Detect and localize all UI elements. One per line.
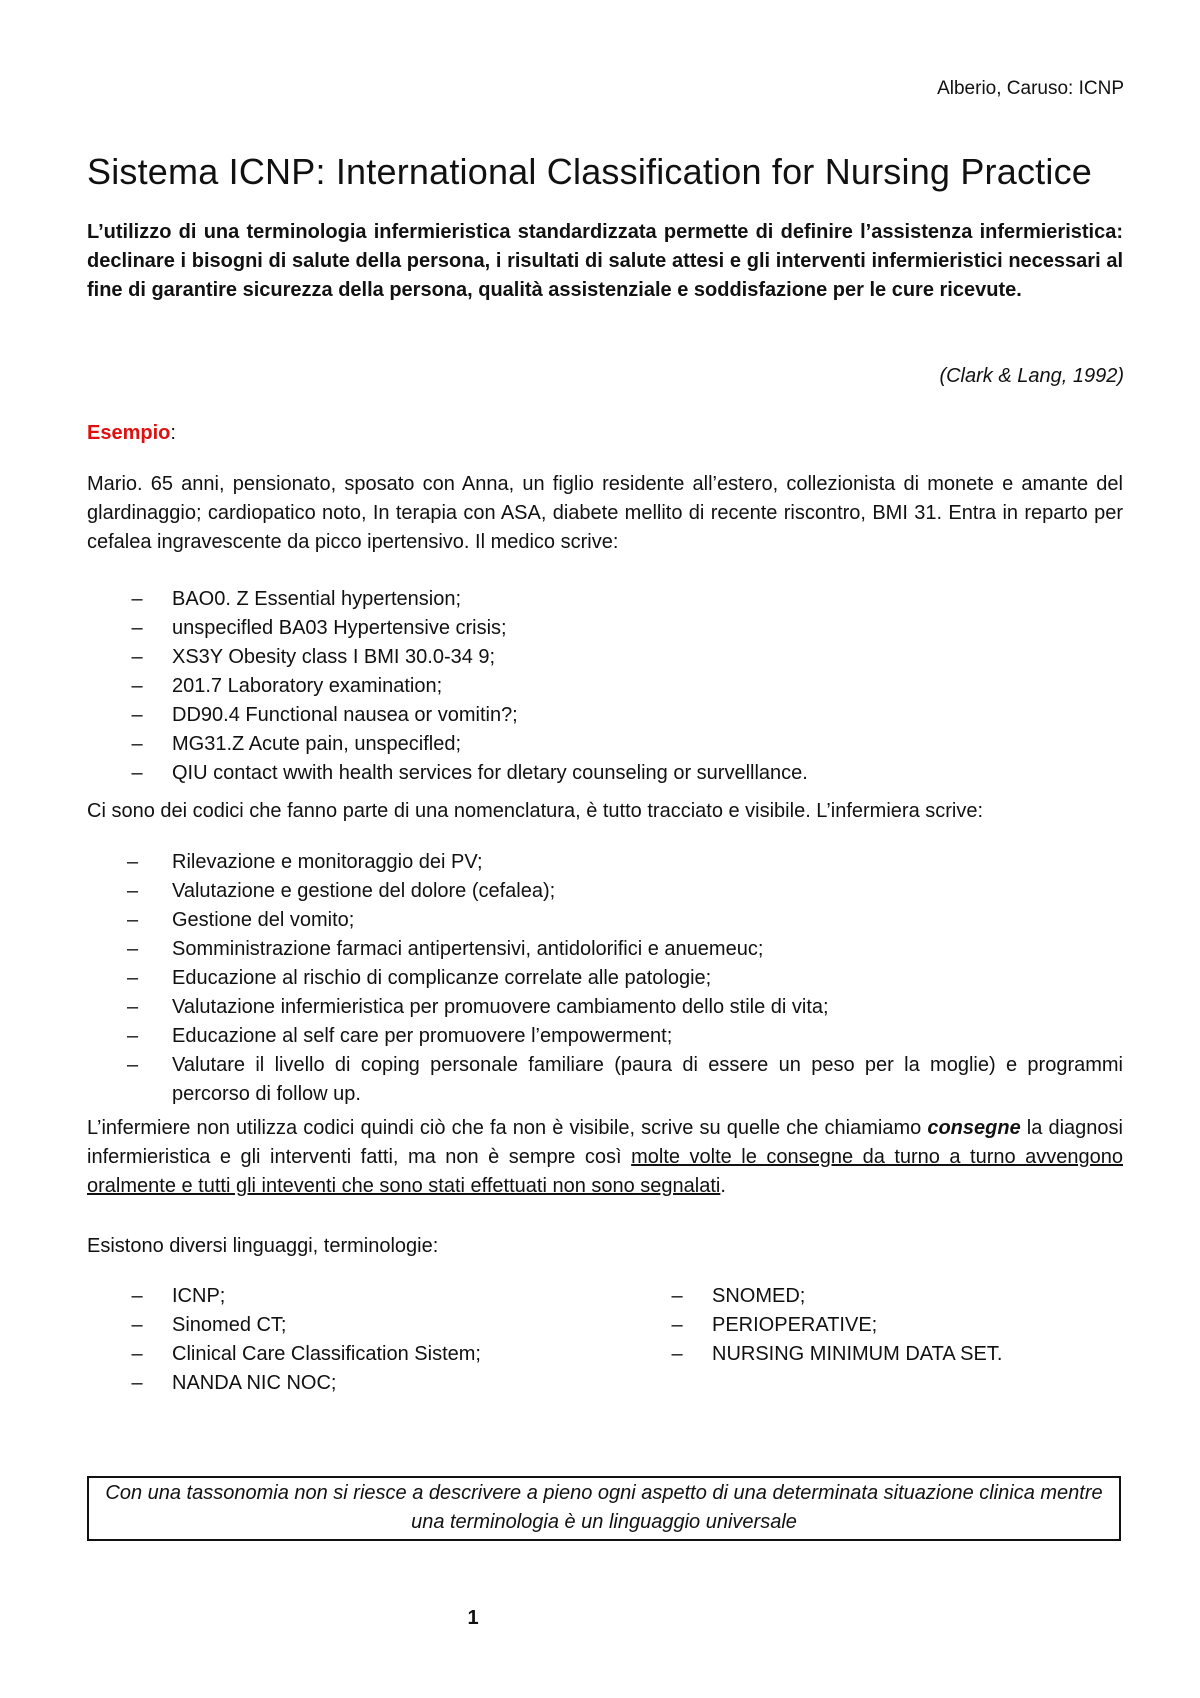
linguaggi-paragraph: Esistono diversi linguaggi, terminologie: [87,1235,439,1257]
dash-bullet: – [131,646,143,668]
dash-bullet: – [127,967,139,989]
case-description: Mario. 65 anni, pensionato, sposato con Anna, un figlio residente all’estero, collezionista di monete e amante del glardinaggio; cardiopatico noto, In terapia con ASA, diabete mellito di recente riscontro, BMI 31. Entra in reparto per cefalea ingravescente da picco ipertensivo. Il medico scrive: [87,473,1123,553]
paragraph-end: . [720,1175,726,1197]
list-item-text: ICNP; [172,1285,226,1307]
list-item-text: QIU contact wwith health services for dletary counseling or survelllance. [172,762,808,784]
list-item [87,906,1123,935]
list-item-text: Educazione al self care per promuovere l’empowerment; [172,1025,673,1047]
list-item [87,759,1123,788]
list-item [87,1311,607,1340]
list-item [87,964,1123,993]
list-item [627,1282,1127,1311]
dash-bullet: – [131,588,143,610]
list-item [87,1022,1123,1051]
dash-bullet: – [131,762,143,784]
intro-paragraph: L’utilizzo di una terminologia infermieristica standardizzata permette di definire l’assistenza infermieristica: declinare i bisogni di salute della persona, i risultati di salute attesi e gli interventi infermieristici necessari al fine di garantire sicurezza della persona, qualità assistenziale e soddisfazione per le cure ricevute. [87,221,1123,301]
paragraph-text: la diagnosi infermieristica e gli interventi fatti, ma non è sempre così [87,1117,1123,1168]
dash-bullet: – [131,733,143,755]
list-item-text: SNOMED; [712,1285,806,1307]
dash-bullet: – [671,1314,683,1336]
running-header: Alberio, Caruso: ICNP [937,78,1124,99]
list-item-text: Educazione al rischio di complicanze correlate alle patologie; [172,967,712,989]
list-item [87,672,1123,701]
list-item-text: Somministrazione farmaci antipertensivi, antidolorifici e anuemeuc; [172,938,764,960]
boxed-note: Con una tassonomia non si riesce a descrivere a pieno ogni aspetto di una determinata situazione clinica mentre una terminologia è un linguaggio universale [87,1476,1121,1541]
paragraph-text: L’infermiere non utilizza codici quindi ciò che fa non è visibile, scrive su quelle che chiamiamo [87,1117,928,1139]
dash-bullet: – [131,1343,143,1365]
list-item-text: PERIOPERATIVE; [712,1314,878,1336]
page-number: 1 [467,1607,479,1629]
list-item [87,1282,607,1311]
underlined-text: molte volte le consegne da turno a turno avvengono oralmente e tutti gli inteventi che sono stati effettuati non sono segnalati [87,1146,1124,1197]
languages-list-right [627,1282,1127,1369]
list-item [87,877,1123,906]
list-item-text: Valutazione infermieristica per promuovere cambiamento dello stile di vita; [172,996,829,1018]
dash-bullet: – [127,851,139,873]
list-item [87,730,1123,759]
list-item [87,643,1123,672]
list-item-text: DD90.4 Functional nausea or vomitin?; [172,704,518,726]
example-label: Esempio [87,422,171,444]
dash-bullet: – [131,1314,143,1336]
dash-bullet: – [127,1025,139,1047]
list-item [627,1311,1127,1340]
list-item [87,614,1123,643]
list-item [87,701,1123,730]
list-item [87,935,1123,964]
list-item-text: Valutazione e gestione del dolore (cefalea); [172,880,556,902]
dash-bullet: – [131,1372,143,1394]
list-item-text: MG31.Z Acute pain, unspecifled; [172,733,462,755]
page-title: Sistema ICNP: International Classification for Nursing Practice [87,151,1092,192]
languages-list-left [87,1282,607,1398]
list-item [87,848,1123,877]
dash-bullet: – [131,675,143,697]
dash-bullet: – [127,996,139,1018]
list-item [87,1051,1123,1109]
list-item-text: NURSING MINIMUM DATA SET. [712,1343,1003,1365]
list-item-text: Gestione del vomito; [172,909,355,931]
dash-bullet: – [127,938,139,960]
list-item-text: Sinomed CT; [172,1314,287,1336]
list-item [87,1340,607,1369]
dash-bullet: – [671,1343,683,1365]
list-item-text: BAO0. Z Essential hypertension; [172,588,462,610]
emphasis-text: consegne [927,1117,1021,1139]
dash-bullet: – [671,1285,683,1307]
list-item-text: XS3Y Obesity class I BMI 30.0-34 9; [172,646,496,668]
infermiere-paragraph [87,1114,1123,1201]
list-item-text: Rilevazione e monitoraggio dei PV; [172,851,483,873]
list-item [87,585,1123,614]
list-item [87,1369,607,1398]
list-item-text: Valutare il livello di coping personale familiare (paura di essere un peso per la moglie) e programmi percorso di follow up. [172,1054,1123,1105]
example-heading [87,419,176,448]
dash-bullet: – [131,1285,143,1307]
list-item [87,993,1123,1022]
codici-paragraph: Ci sono dei codici che fanno parte di una nomenclatura, è tutto tracciato e visibile. L’infermiera scrive: [87,800,984,822]
dash-bullet: – [131,617,143,639]
medico-code-list [87,585,1123,788]
dash-bullet: – [127,909,139,931]
list-item-text: unspecifled BA03 Hypertensive crisis; [172,617,507,639]
example-colon: : [170,422,176,444]
citation: (Clark & Lang, 1992) [939,365,1124,387]
dash-bullet: – [131,704,143,726]
dash-bullet: – [127,880,139,902]
infermiera-intervention-list [87,848,1123,1109]
list-item [627,1340,1127,1369]
list-item-text: 201.7 Laboratory examination; [172,675,443,697]
list-item-text: NANDA NIC NOC; [172,1372,337,1394]
dash-bullet: – [127,1054,139,1076]
list-item-text: Clinical Care Classification Sistem; [172,1343,481,1365]
